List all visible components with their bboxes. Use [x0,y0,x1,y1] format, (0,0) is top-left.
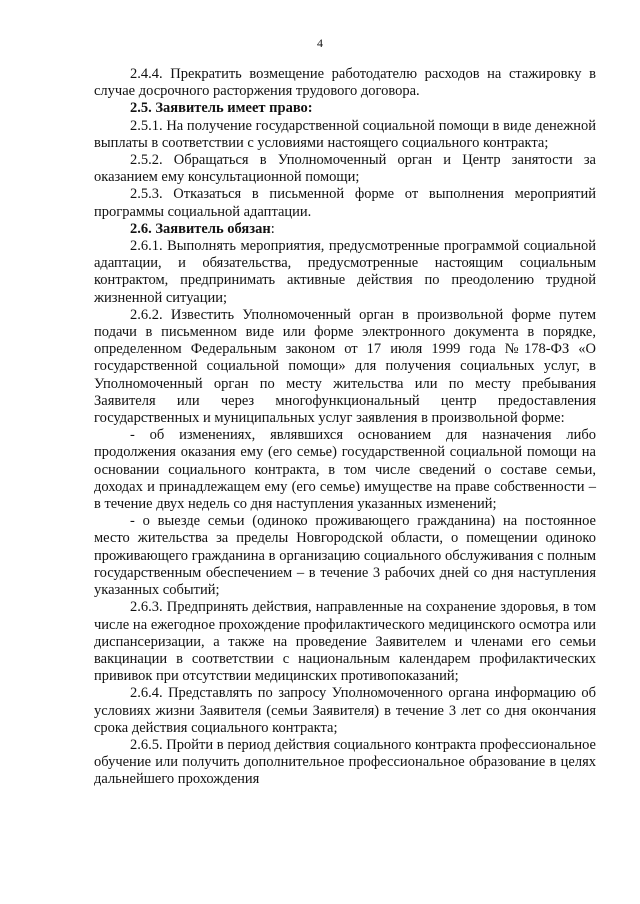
paragraph-2-4-4: 2.4.4. Прекратить возмещение работодателю расходов на стажировку в случае досрочного расторжения трудового договора. [94,66,596,100]
paragraph-2-6-5: 2.6.5. Пройти в период действия социального контракта профессиональное обучение или получить дополнительное профессиональное образование в целях дальнейшего прохождения [94,736,596,788]
paragraph-2-6-3: 2.6.3. Предпринять действия, направленные на сохранение здоровья, в том числе на ежегодное прохождение профилактического медицинского осмотра или диспансеризации, а также на проведение Заявителем и членами его семьи вакцинации в соответствии с национальным календарем профилактических прививок при отсутствии медицинских противопоказаний; [94,599,596,685]
paragraph-2-6-4: 2.6.4. Представлять по запросу Уполномоченного органа информацию об условиях жизни Заявителя (семьи Заявителя) в течение 3 лет со дня окончания срока действия социального контракта; [94,685,596,736]
paragraph-2-6-2: 2.6.2. Известить Уполномоченный орган в произвольной форме путем подачи в письменном виде или форме электронного документа в порядке, определенном Федеральным законом от 17 июля 1999 года №178-ФЗ «О государственной социальной помощи» для получения социальных услуг, в Уполномоченный орган по месту жительства или по месту пребывания Заявителя или через многофункциональный центр предоставления государственных и муниципальных услуг заявления в произвольной форме: [94,306,596,427]
document-body [94,66,596,789]
heading-2-5: 2.5. Заявитель имеет право: [130,100,313,117]
paragraph-2-5-2: 2.5.2. Обращаться в Уполномоченный орган и Центр занятости за оказанием ему консультационной помощи; [94,152,596,186]
heading-2-6 [94,221,596,238]
page-number: 4 [317,36,323,50]
heading-2-6-label: 2.6. Заявитель обязан [130,220,271,237]
list-item-relocation: - о выезде семьи (одиноко проживающего гражданина) на постоянное место жительства за пределы Новгородской области, о помещении одиноко проживающего гражданина в организацию социального обслуживания с полным государственным обеспечением – в течение 3 рабочих дней со дня наступления указанных событий; [94,513,596,599]
paragraph-2-5-1: 2.5.1. На получение государственной социальной помощи в виде денежной выплаты в соответствии с условиями настоящего социального контракта; [94,117,596,151]
heading-2-6-colon: : [270,220,275,237]
paragraph-2-6-1: 2.6.1. Выполнять мероприятия, предусмотренные программой социальной адаптации, и обязательства, предусмотренные настоящим социальным контрактом, предпринимать активные действия по преодолению трудной жизненной ситуации; [94,238,596,306]
list-item-changes: - об изменениях, являвшихся основанием для назначения либо продолжения оказания ему (его семье) государственной социальной помощи на основании социального контракта, в том числе сведений о составе семьи, доходах и принадлежащем ему (его семье) имуществе на праве собственности – в течение двух недель со дня наступления указанных изменений; [94,427,596,513]
paragraph-2-5-3: 2.5.3. Отказаться в письменной форме от выполнения мероприятий программы социальной адаптации. [94,186,596,220]
